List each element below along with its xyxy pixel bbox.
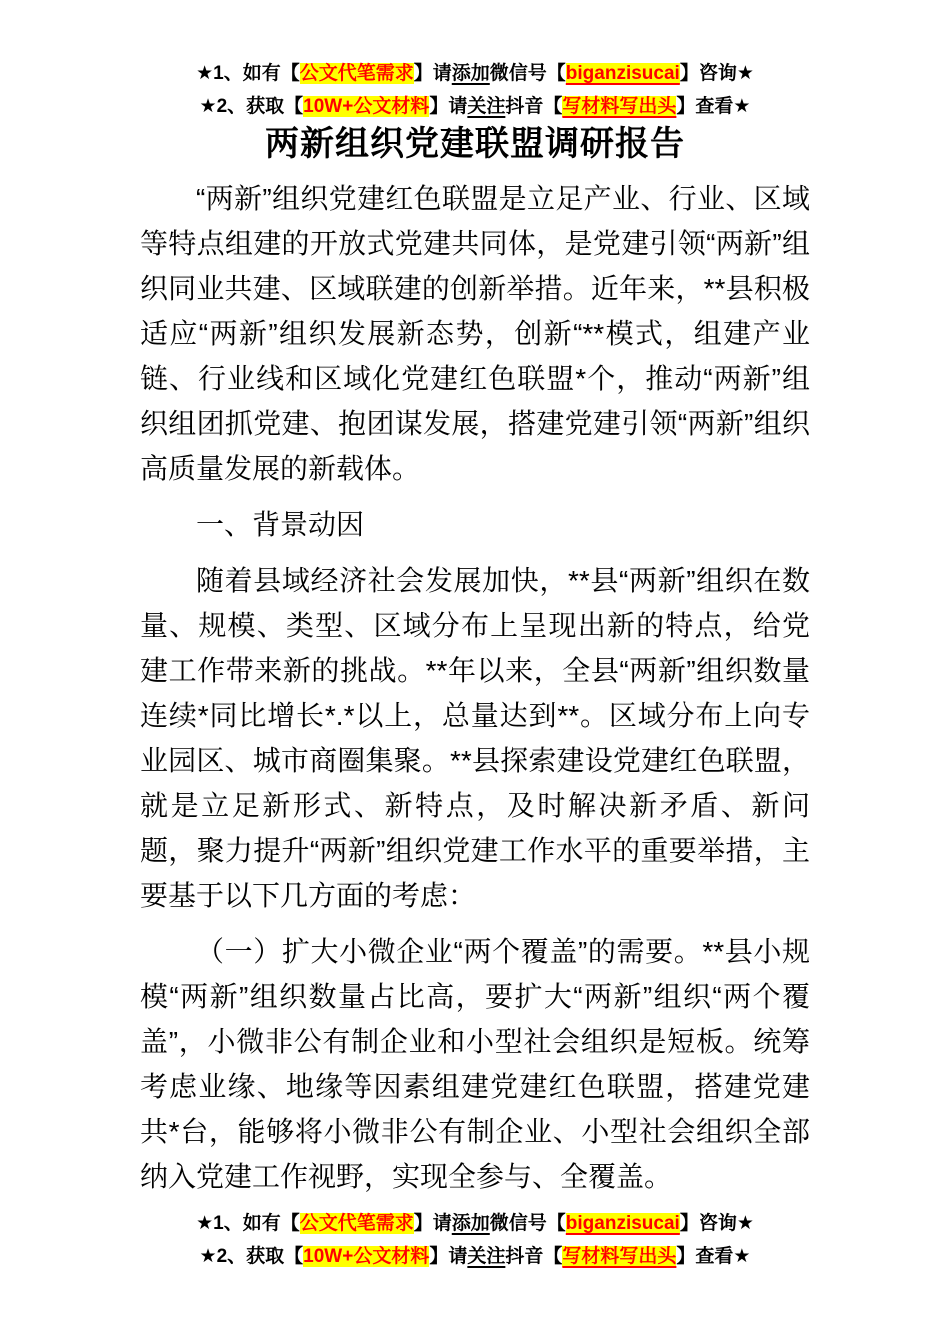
- footer-banner: [0, 1207, 950, 1273]
- banner-underline-add: 添加: [451, 1213, 490, 1234]
- document-title: 两新组织党建联盟调研报告: [265, 125, 685, 163]
- banner-text: 抖音【: [505, 1246, 563, 1267]
- footer-banner-line-2: [0, 1240, 950, 1273]
- banner-text: ★1、如有【: [196, 63, 300, 84]
- footer-banner-line-1: [0, 1207, 950, 1240]
- header-banner-line-1: [0, 57, 950, 90]
- banner-wechat-id: biganzisucai: [565, 1213, 680, 1234]
- banner-text: 】请: [429, 96, 468, 117]
- banner-highlight-writing-service: 公文代笔需求: [299, 1213, 414, 1234]
- banner-douyin-id: 写材料写出头: [562, 1246, 677, 1267]
- banner-text: ★1、如有【: [196, 1213, 300, 1234]
- banner-highlight-materials: 10W+公文材料: [303, 96, 430, 117]
- banner-highlight-materials: 10W+公文材料: [303, 1246, 430, 1267]
- paragraph-intro: “两新”组织党建红色联盟是立足产业、行业、区域等特点组建的开放式党建共同体，是党建引领“两新”组织同业共建、区域联建的创新举措。近年来，**县积极适应“两新”组织发展新态势，创新“**模式，组建产业链、行业线和区域化党建红色联盟*个，推动“两新”组织组团抓党建、抱团谋发展，搭建党建引领“两新”组织高质量发展的新载体。: [140, 183, 810, 484]
- banner-text: 】查看★: [676, 1246, 751, 1267]
- banner-text: 】请: [429, 1246, 468, 1267]
- banner-underline-follow: 关注: [467, 1246, 506, 1267]
- banner-highlight-writing-service: 公文代笔需求: [299, 63, 414, 84]
- banner-text: 】查看★: [676, 96, 751, 117]
- banner-text: 】咨询★: [679, 1213, 754, 1234]
- banner-text: 微信号【: [489, 63, 566, 84]
- banner-douyin-id: 写材料写出头: [562, 96, 677, 117]
- banner-text: 微信号【: [489, 1213, 566, 1234]
- banner-wechat-id: biganzisucai: [565, 63, 680, 84]
- banner-text: 】咨询★: [679, 63, 754, 84]
- paragraph-background: 随着县域经济社会发展加快，**县“两新”组织在数量、规模、类型、区域分布上呈现出新的特点，给党建工作带来新的挑战。**年以来，全县“两新”组织数量连续*同比增长*.*以上，总量达到**。区域分布上向专业园区、城市商圈集聚。**县探索建设党建红色联盟，就是立足新形式、新特点，及时解决新矛盾、新问题，聚力提升“两新”组织党建工作水平的重要举措，主要基于以下几方面的考虑：: [140, 565, 810, 911]
- banner-text: ★2、获取【: [199, 1246, 304, 1267]
- banner-text: 抖音【: [505, 96, 563, 117]
- document-body: [140, 176, 810, 1210]
- banner-text: 】请: [413, 63, 452, 84]
- section-heading-background: 一、背景动因: [196, 509, 365, 540]
- banner-text: ★2、获取【: [199, 96, 304, 117]
- header-banner: [0, 57, 950, 123]
- header-banner-line-2: [0, 90, 950, 123]
- paragraph-item-one: （一）扩大小微企业“两个覆盖”的需要。**县小规模“两新”组织数量占比高，要扩大“两新”组织“两个覆盖”，小微非公有制企业和小型社会组织是短板。统筹考虑业缘、地缘等因素组建党建红色联盟，搭建党建共*台，能够将小微非公有制企业、小型社会组织全部纳入党建工作视野，实现全参与、全覆盖。: [140, 936, 810, 1192]
- banner-underline-follow: 关注: [467, 96, 506, 117]
- banner-text: 】请: [413, 1213, 452, 1234]
- banner-underline-add: 添加: [451, 63, 490, 84]
